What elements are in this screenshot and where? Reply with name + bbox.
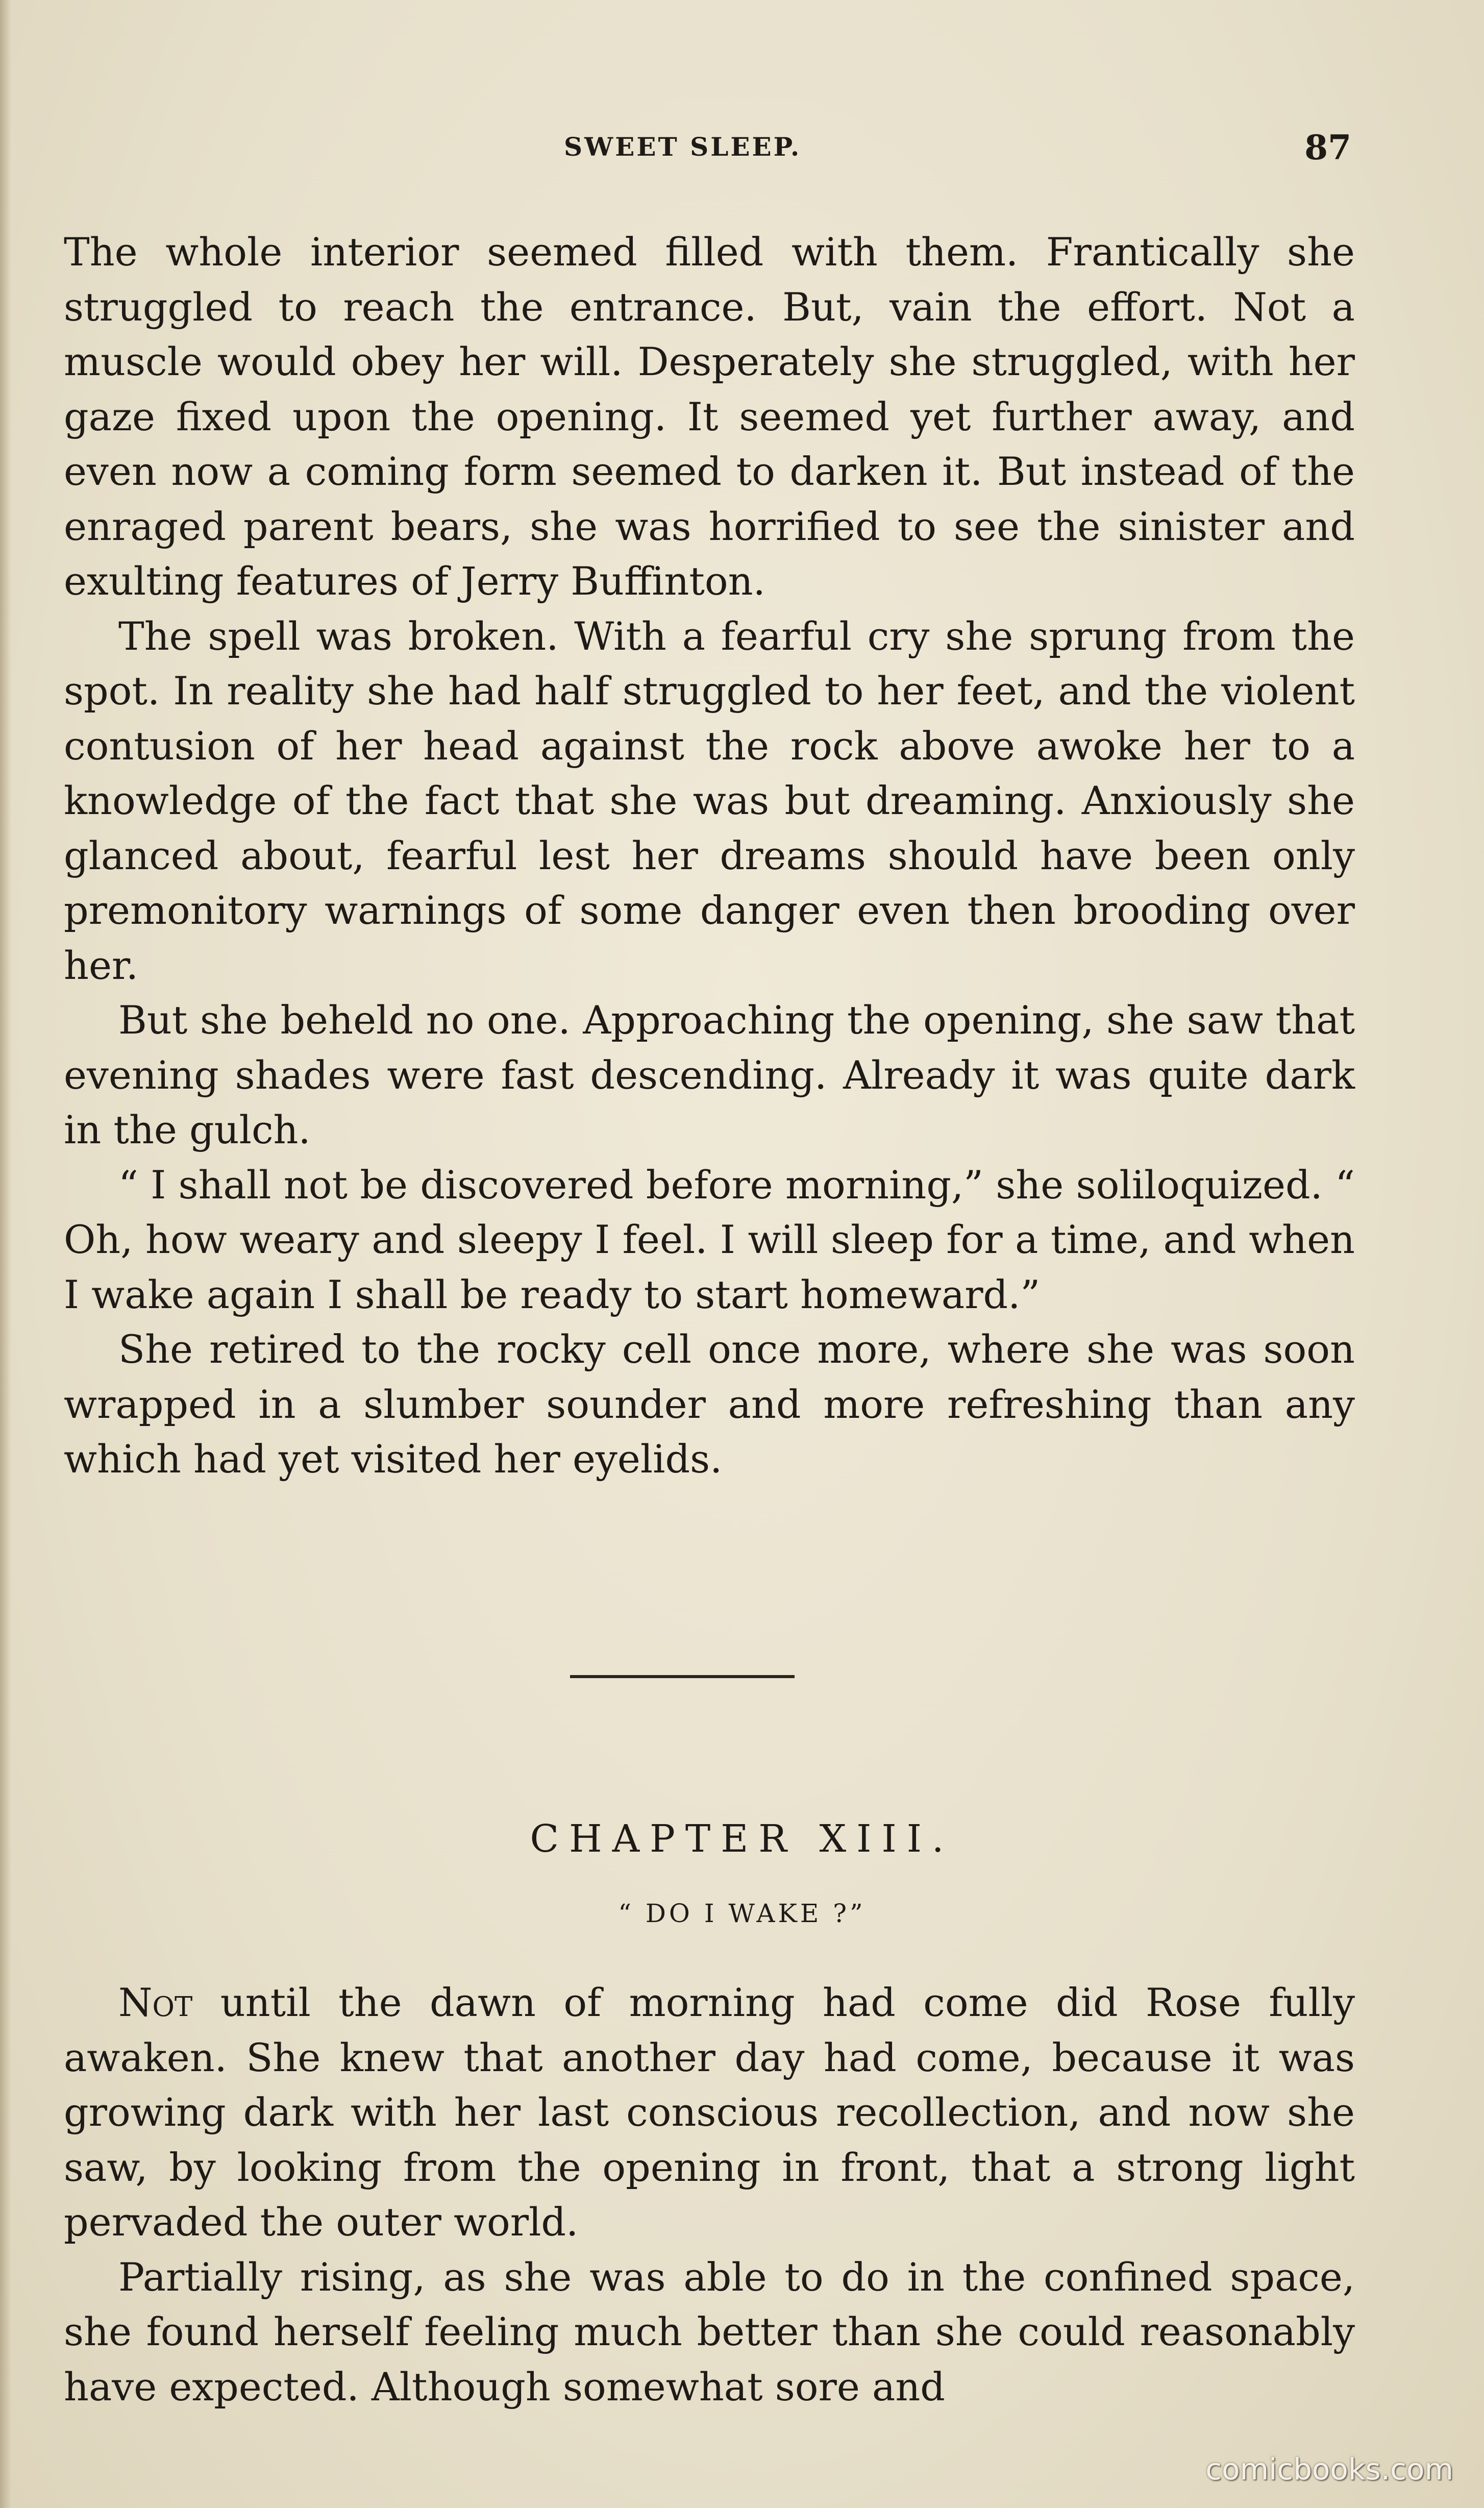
page-number: 87 <box>1304 128 1351 167</box>
chapter-title: CHAPTER XIII. <box>530 1817 954 1861</box>
watermark: comicbooks.com <box>1205 2452 1453 2487</box>
page-edge-shadow <box>0 0 11 2508</box>
chapter-body-text <box>64 1975 1355 2414</box>
section-divider <box>570 1675 795 1678</box>
chapter-paragraph-1 <box>64 1975 1355 2250</box>
paragraph-1: The whole interior seemed filled with them. Frantically she struggled to reach the entrance. But, vain the effort. Not a muscle would obey her will. Desperately she struggled, with her gaze fixed upon the opening. It seemed yet further away, and even now a coming form seemed to darken it. But instead of the enraged parent bears, she was horrified to see the sinister and exulting features of Jerry Buffinton. <box>64 229 1355 604</box>
running-head: SWEET SLEEP. <box>564 132 802 162</box>
paragraph-5: She retired to the rocky cell once more, where she was soon wrapped in a slumber sounder and more refreshing than any which had yet visited her eyelids. <box>64 1326 1355 1482</box>
paragraph-2: The spell was broken. With a fearful cry she sprung from the spot. In reality she had half struggled to her feet, and the violent contusion of her head against the rock above awoke her to a knowledge of the fact that she was but dreaming. Anxiously she glanced about, fearful lest her dreams should have been only premonitory warnings of some danger even then brooding over her. <box>64 613 1355 988</box>
chapter-subtitle: “ DO I WAKE ?” <box>618 1899 866 1928</box>
paragraph-3: But she beheld no one. Approaching the opening, she saw that evening shades were fast descending. Already it was quite dark in the gulch. <box>64 997 1355 1152</box>
body-text <box>64 225 1355 1487</box>
chapter-paragraph-2: Partially rising, as she was able to do in the confined space, she found herself feeling much better than she could reasonably have expected. Although somewhat sore and <box>64 2254 1355 2409</box>
chapter-lead-word: Not <box>118 1980 193 2025</box>
chapter-paragraph-1-text: until the dawn of morning had come did Rose fully awaken. She knew that another day had come, because it was growing dark with her last conscious recollection, and now she saw, by looking from the opening in front, that a strong light pervaded the outer world. <box>64 1980 1355 2245</box>
page-header <box>0 128 1484 179</box>
paragraph-4: “ I shall not be discovered before morning,” she soliloquized. “ Oh, how weary and sleepy I feel. I will sleep for a time, and when I wake again I shall be ready to start homeward.” <box>64 1162 1355 1317</box>
